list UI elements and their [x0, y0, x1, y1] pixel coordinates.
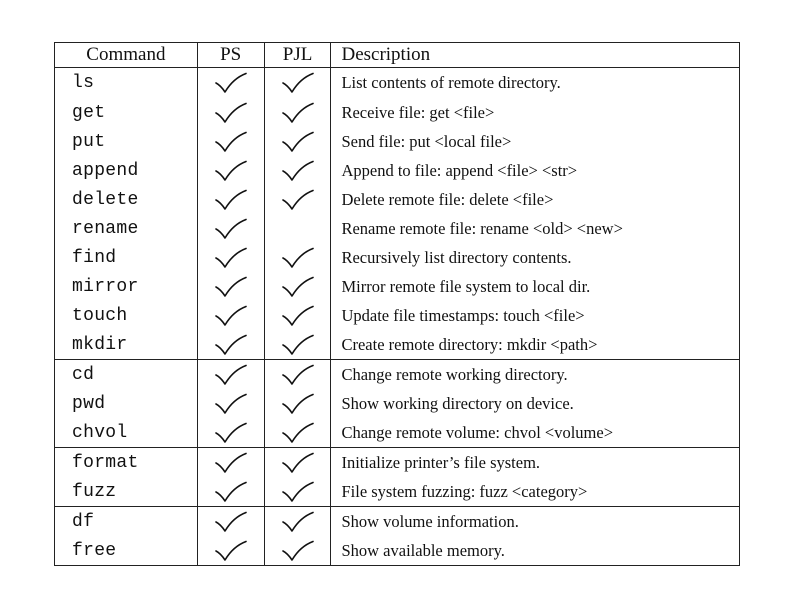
checkmark-icon — [280, 276, 316, 298]
pjl-support-cell — [264, 185, 331, 214]
ps-support-cell — [197, 507, 264, 537]
pjl-support-cell — [264, 418, 331, 448]
checkmark-icon — [213, 102, 249, 124]
table-row — [55, 185, 740, 214]
command-cell: delete — [55, 185, 198, 214]
description-cell: Receive file: get <file> — [331, 98, 740, 127]
checkmark-icon — [280, 72, 316, 94]
description-cell: Show available memory. — [331, 536, 740, 566]
ps-support-cell — [197, 68, 264, 99]
description-cell: Delete remote file: delete <file> — [331, 185, 740, 214]
checkmark-icon — [213, 422, 249, 444]
ps-support-cell — [197, 360, 264, 390]
pjl-support-cell — [264, 98, 331, 127]
checkmark-icon — [213, 72, 249, 94]
table-row — [55, 360, 740, 390]
table-row — [55, 477, 740, 507]
command-cell: mkdir — [55, 330, 198, 360]
checkmark-icon — [213, 452, 249, 474]
pjl-support-cell — [264, 507, 331, 537]
description-cell: Change remote working directory. — [331, 360, 740, 390]
checkmark-icon — [280, 334, 316, 356]
checkmark-icon — [213, 276, 249, 298]
command-cell: touch — [55, 301, 198, 330]
command-cell: rename — [55, 214, 198, 243]
table-row — [55, 214, 740, 243]
table-row — [55, 330, 740, 360]
checkmark-icon — [213, 540, 249, 562]
description-cell: Send file: put <local file> — [331, 127, 740, 156]
ps-support-cell — [197, 448, 264, 478]
pjl-support-cell — [264, 156, 331, 185]
description-cell: Rename remote file: rename <old> <new> — [331, 214, 740, 243]
checkmark-icon — [280, 305, 316, 327]
description-cell: Mirror remote file system to local dir. — [331, 272, 740, 301]
table-row — [55, 243, 740, 272]
header-ps: PS — [197, 43, 264, 68]
header-description: Description — [331, 43, 740, 68]
header-command: Command — [55, 43, 198, 68]
description-cell: Show volume information. — [331, 507, 740, 537]
header-row — [55, 43, 740, 68]
checkmark-icon — [213, 160, 249, 182]
description-cell: Recursively list directory contents. — [331, 243, 740, 272]
checkmark-icon — [280, 364, 316, 386]
command-group — [55, 68, 740, 360]
table-row — [55, 418, 740, 448]
pjl-support-cell — [264, 360, 331, 390]
ps-support-cell — [197, 98, 264, 127]
description-cell: Show working directory on device. — [331, 389, 740, 418]
ps-support-cell — [197, 477, 264, 507]
command-cell: df — [55, 507, 198, 537]
checkmark-icon — [213, 218, 249, 240]
checkmark-icon — [280, 422, 316, 444]
pjl-support-cell — [264, 243, 331, 272]
command-cell: format — [55, 448, 198, 478]
table-row — [55, 156, 740, 185]
checkmark-icon — [280, 511, 316, 533]
description-cell: Update file timestamps: touch <file> — [331, 301, 740, 330]
pjl-support-cell — [264, 214, 331, 243]
command-table — [54, 42, 740, 566]
ps-support-cell — [197, 127, 264, 156]
header-pjl: PJL — [264, 43, 331, 68]
table-row — [55, 68, 740, 99]
checkmark-icon — [213, 131, 249, 153]
description-cell: File system fuzzing: fuzz <category> — [331, 477, 740, 507]
ps-support-cell — [197, 536, 264, 566]
table-row — [55, 127, 740, 156]
checkmark-icon — [280, 102, 316, 124]
pjl-support-cell — [264, 272, 331, 301]
checkmark-icon — [280, 131, 316, 153]
description-cell: List contents of remote directory. — [331, 68, 740, 99]
checkmark-icon — [280, 393, 316, 415]
ps-support-cell — [197, 214, 264, 243]
ps-support-cell — [197, 185, 264, 214]
table-row — [55, 448, 740, 478]
pjl-support-cell — [264, 301, 331, 330]
table-row — [55, 389, 740, 418]
description-cell: Append to file: append <file> <str> — [331, 156, 740, 185]
ps-support-cell — [197, 243, 264, 272]
pjl-support-cell — [264, 536, 331, 566]
ps-support-cell — [197, 330, 264, 360]
command-cell: mirror — [55, 272, 198, 301]
checkmark-icon — [280, 189, 316, 211]
checkmark-icon — [280, 452, 316, 474]
command-cell: cd — [55, 360, 198, 390]
pjl-support-cell — [264, 389, 331, 418]
table-row — [55, 536, 740, 566]
command-cell: ls — [55, 68, 198, 99]
table-row — [55, 301, 740, 330]
command-group — [55, 507, 740, 566]
checkmark-icon — [280, 247, 316, 269]
ps-support-cell — [197, 156, 264, 185]
description-cell: Change remote volume: chvol <volume> — [331, 418, 740, 448]
ps-support-cell — [197, 389, 264, 418]
ps-support-cell — [197, 301, 264, 330]
table-row — [55, 507, 740, 537]
command-cell: fuzz — [55, 477, 198, 507]
command-group — [55, 360, 740, 448]
ps-support-cell — [197, 272, 264, 301]
description-cell: Create remote directory: mkdir <path> — [331, 330, 740, 360]
command-cell: get — [55, 98, 198, 127]
checkmark-icon — [213, 481, 249, 503]
table-row — [55, 98, 740, 127]
command-cell: put — [55, 127, 198, 156]
table-row — [55, 272, 740, 301]
checkmark-icon — [213, 305, 249, 327]
table-header — [55, 43, 740, 68]
pjl-support-cell — [264, 330, 331, 360]
ps-support-cell — [197, 418, 264, 448]
checkmark-icon — [213, 393, 249, 415]
command-cell: chvol — [55, 418, 198, 448]
pjl-support-cell — [264, 448, 331, 478]
pjl-support-cell — [264, 68, 331, 99]
checkmark-icon — [213, 189, 249, 211]
pjl-support-cell — [264, 127, 331, 156]
command-cell: append — [55, 156, 198, 185]
checkmark-icon — [280, 481, 316, 503]
command-cell: find — [55, 243, 198, 272]
command-group — [55, 448, 740, 507]
command-cell: free — [55, 536, 198, 566]
description-cell: Initialize printer’s file system. — [331, 448, 740, 478]
checkmark-icon — [213, 364, 249, 386]
checkmark-icon — [213, 247, 249, 269]
checkmark-icon — [280, 160, 316, 182]
command-cell: pwd — [55, 389, 198, 418]
checkmark-icon — [213, 334, 249, 356]
checkmark-icon — [213, 511, 249, 533]
checkmark-icon — [280, 540, 316, 562]
pjl-support-cell — [264, 477, 331, 507]
